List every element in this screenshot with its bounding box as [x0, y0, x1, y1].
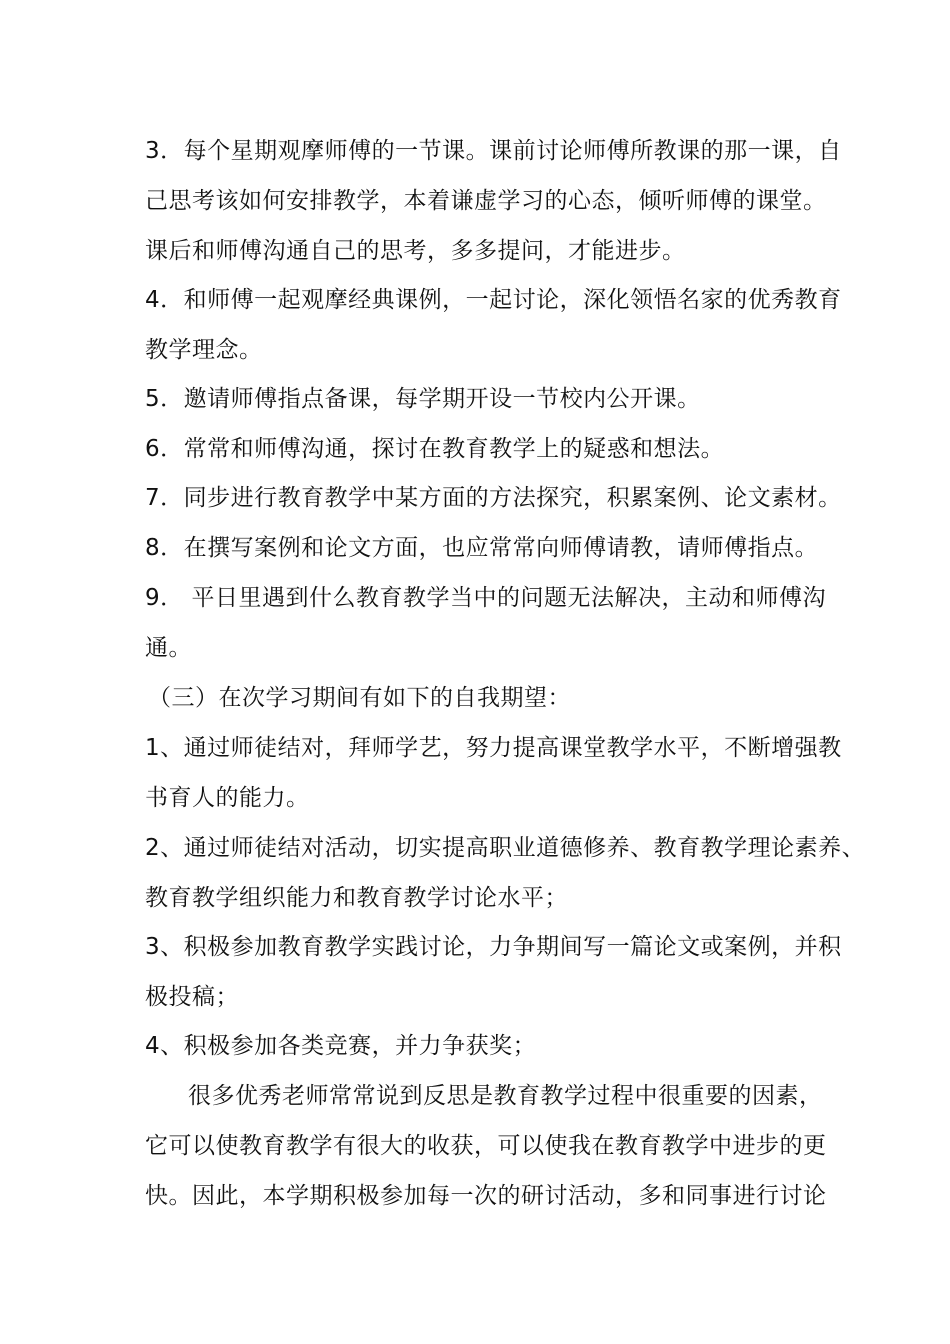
- text-line: 教育教学组织能力和教育教学讨论水平；: [145, 885, 568, 911]
- text-line: 己思考该如何安排教学，本着谦虚学习的心态，倾听师傅的课堂。: [145, 188, 827, 214]
- text-line: 1、通过师徒结对，拜师学艺，努力提高课堂教学水平，不断增强教: [145, 735, 842, 761]
- text-line: 极投稿；: [145, 984, 239, 1010]
- text-line: 4、积极参加各类竞赛，并力争获奖；: [145, 1033, 537, 1059]
- paragraph-first-line: 很多优秀老师常常说到反思是教育教学过程中很重要的因素，: [188, 1083, 823, 1109]
- text-line: 7．同步进行教育教学中某方面的方法探究，积累案例、论文素材。: [145, 485, 842, 511]
- text-line: 2、通过师徒结对活动，切实提高职业道德修养、教育教学理论素养、: [145, 835, 866, 861]
- text-line: 通。: [145, 635, 192, 661]
- text-line: 5．邀请师傅指点备课，每学期开设一节校内公开课。: [145, 386, 701, 412]
- text-line: 教学理念。: [145, 337, 263, 363]
- text-line: 6．常常和师傅沟通，探讨在教育教学上的疑惑和想法。: [145, 436, 725, 462]
- text-line: 4．和师傅一起观摩经典课例，一起讨论，深化领悟名家的优秀教育: [145, 287, 842, 313]
- text-line: 书育人的能力。: [145, 785, 310, 811]
- text-line: 9． 平日里遇到什么教育教学当中的问题无法解决，主动和师傅沟: [145, 585, 826, 611]
- text-line: 快。因此，本学期积极参加每一次的研讨活动，多和同事进行讨论: [145, 1183, 827, 1209]
- text-line: 3．每个星期观摩师傅的一节课。课前讨论师傅所教课的那一课，自: [145, 138, 842, 164]
- text-line: 3、积极参加教育教学实践讨论，力争期间写一篇论文或案例，并积: [145, 934, 842, 960]
- text-line: 课后和师傅沟通自己的思考，多多提问，才能进步。: [145, 238, 686, 264]
- section-heading: （三）在次学习期间有如下的自我期望：: [148, 685, 571, 711]
- text-line: 它可以使教育教学有很大的收获，可以使我在教育教学中进步的更: [145, 1133, 827, 1159]
- text-line: 8．在撰写案例和论文方面，也应常常向师傅请教，请师傅指点。: [145, 535, 819, 561]
